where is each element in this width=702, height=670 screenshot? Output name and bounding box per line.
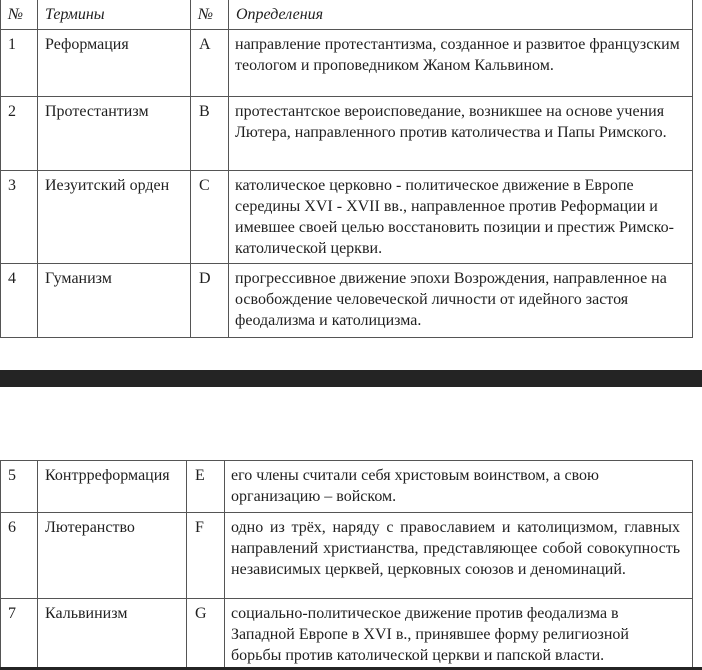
definition-cell: католическое церковно - политическое движение в Европе середины XVI - XVII вв., направленное против Реформации и имевшее своей целью восстановить позиции и престиж Римско-католической церкви. — [229, 171, 693, 264]
num-cell: 1 — [1, 30, 38, 97]
term-cell: Гуманизм — [38, 264, 191, 338]
num-cell: 2 — [1, 97, 38, 171]
table-row — [1, 264, 693, 338]
table-row — [1, 171, 693, 264]
num-cell: 4 — [1, 264, 38, 338]
definition-cell: его члены считали себя христовым воинством, а свою организацию – войском. — [225, 461, 693, 513]
table-row — [1, 513, 693, 599]
num-cell: 3 — [1, 171, 38, 264]
table-row — [1, 461, 693, 513]
definition-cell: прогрессивное движение эпохи Возрождения, направленное на освобождение человеческой личности от идейного застоя феодализма и католицизма. — [229, 264, 693, 338]
letter-cell: A — [191, 30, 229, 97]
term-cell: Кальвинизм — [38, 599, 187, 670]
header-definitions: Определения — [229, 0, 693, 30]
definition-cell: социально-политическое движение против феодализма в Западной Европе в XVI в., принявшее форму религиозной борьбы против католической церкви и папской власти. — [225, 599, 693, 670]
letter-cell: G — [187, 599, 225, 670]
table-row — [1, 30, 693, 97]
term-cell: Протестантизм — [38, 97, 191, 171]
letter-cell: B — [191, 97, 229, 171]
num-cell: 6 — [1, 513, 38, 599]
term-cell: Контрреформация — [38, 461, 187, 513]
definition-cell: протестантское вероисповедание, возникшее на основе учения Лютера, направленного против католичества и Папы Римского. — [229, 97, 693, 171]
num-cell: 5 — [1, 461, 38, 513]
header-num-2: № — [191, 0, 229, 30]
letter-cell: D — [191, 264, 229, 338]
term-cell: Реформация — [38, 30, 191, 97]
terms-table-page1 — [0, 0, 693, 338]
letter-cell: C — [191, 171, 229, 264]
table-row — [1, 97, 693, 171]
num-cell: 7 — [1, 599, 38, 670]
term-cell: Иезуитский орден — [38, 171, 191, 264]
table-header-row — [1, 0, 693, 30]
definition-cell: направление протестантизма, созданное и развитое французским теологом и проповедником Жаном Кальвином. — [229, 30, 693, 97]
letter-cell: F — [187, 513, 225, 599]
table-row — [1, 599, 693, 670]
letter-cell: E — [187, 461, 225, 513]
header-terms: Термины — [38, 0, 191, 30]
term-cell: Лютеранство — [38, 513, 187, 599]
definition-cell: одно из трёх, наряду с православием и католицизмом, главных направлений христианства, представляющее собой совокупность независимых церквей, церковных союзов и деноминаций. — [225, 513, 693, 599]
terms-table-page2 — [0, 460, 693, 670]
header-num: № — [1, 0, 38, 30]
page-break-separator — [0, 370, 702, 387]
